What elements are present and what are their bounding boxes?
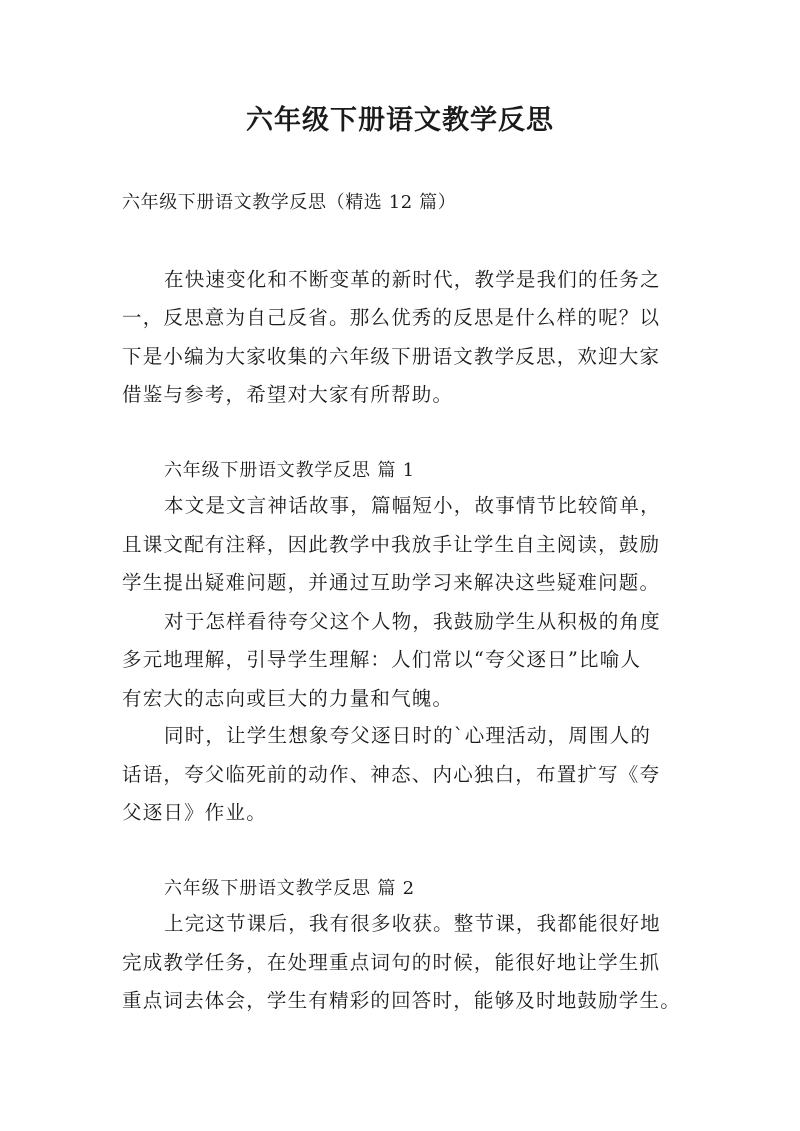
intro-line: 在快速变化和不断变革的新时代，教学是我们的任务之 bbox=[164, 268, 661, 291]
section-1-line: 本文是文言神话故事，篇幅短小，故事情节比较简单， bbox=[164, 494, 661, 517]
section-1-line: 且课文配有注释，因此教学中我放手让学生自主阅读，鼓励 bbox=[122, 533, 661, 556]
section-2-line: 重点词去体会，学生有精彩的回答时，能够及时地鼓励学生。 bbox=[122, 989, 681, 1012]
document-subtitle: 六年级下册语文教学反思（精选 12 篇） bbox=[122, 192, 457, 213]
section-1-line: 学生提出疑难问题，并通过互助学习来解决这些疑难问题。 bbox=[122, 571, 661, 594]
intro-line: 下是小编为大家收集的六年级下册语文教学反思，欢迎大家 bbox=[122, 345, 661, 368]
section-2-heading: 六年级下册语文教学反思 篇 2 bbox=[164, 878, 415, 899]
section-1-line: 话语，夸父临死前的动作、神态、内心独白，布置扩写《夸 bbox=[122, 763, 661, 786]
document-title: 六年级下册语文教学反思 bbox=[246, 105, 554, 136]
section-1-line: 多元地理解，引导学生理解：人们常以“夸父逐日”比喻人 bbox=[122, 648, 642, 671]
section-1-line: 同时，让学生想象夸父逐日时的`心理活动，周围人的 bbox=[164, 724, 652, 747]
section-2-line: 完成教学任务，在处理重点词句的时候，能很好地让学生抓 bbox=[122, 951, 661, 974]
intro-line: 借鉴与参考，希望对大家有所帮助。 bbox=[122, 383, 454, 406]
section-1-heading: 六年级下册语文教学反思 篇 1 bbox=[164, 460, 415, 481]
section-1-line: 有宏大的志向或巨大的力量和气魄。 bbox=[122, 687, 454, 710]
intro-line: 一，反思意为自己反省。那么优秀的反思是什么样的呢？以 bbox=[122, 306, 661, 329]
section-1-line: 父逐日》作业。 bbox=[122, 801, 267, 824]
section-1-line: 对于怎样看待夸父这个人物，我鼓励学生从积极的角度 bbox=[164, 610, 661, 633]
section-2-line: 上完这节课后，我有很多收获。整节课，我都能很好地 bbox=[164, 912, 661, 935]
